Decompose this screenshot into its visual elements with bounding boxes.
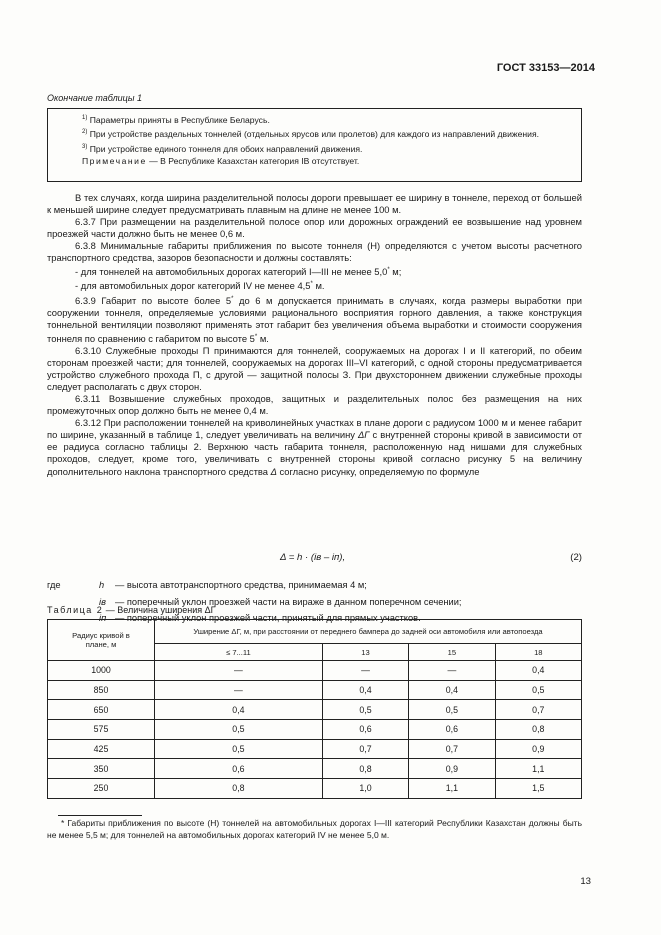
table-row [48, 720, 582, 740]
table-cell: 0,9 [495, 739, 581, 759]
header-widening: Уширение ΔГ, м, при расстоянии от переднего бампера до задней оси автомобиля или автопоезда [155, 620, 582, 644]
table-cell: 1000 [48, 661, 155, 681]
document-code: ГОСТ 33153—2014 [496, 62, 595, 74]
list-item: - для автомобильных дорог категорий IV не менее 4,5* м. [75, 280, 325, 292]
table-cell: 350 [48, 759, 155, 779]
table-cell: 0,5 [155, 720, 323, 740]
table-row [48, 779, 582, 799]
note-3: $^{3)}$ При устройстве единого тоннеля для обоих направлений движения. [82, 143, 363, 154]
table-cell: 0,4 [409, 680, 495, 700]
table-cell: 0,5 [155, 739, 323, 759]
note-1: $^{1)}$ Параметры приняты в Республике Беларусь. [82, 114, 270, 125]
paragraph-6-3-9: 6.3.9 Габарит по высоте более 5* до 6 м допускается принимать в случаях, когда размеры выработки при сооружении тоннеля, определяемые условиями рационального восприятия горного давления, а также конструкция тоннельной вентиляции позволяют применять этот габарит без увеличения объема выработки и стоимости сооружения тоннеля по сравнению с габаритом по высоте 5* м. [47, 294, 583, 345]
footnote-separator [58, 815, 142, 816]
subheader: 15 [409, 644, 495, 661]
table-cell: 575 [48, 720, 155, 740]
formula-expression: Δ = h · (iв – iп), [280, 552, 346, 563]
legend-row: iп — поперечный уклон проезжей части, принятый для прямых участков. [99, 613, 421, 623]
table-cell: 0,6 [155, 759, 323, 779]
table-cell: 0,8 [155, 779, 323, 799]
table2-caption: Таблица 2 — Величина уширения ΔГ [47, 605, 216, 615]
table-cell: 1,1 [409, 779, 495, 799]
header-radius: Радиус кривой в плане, м [48, 620, 155, 661]
table-cell: 0,9 [409, 759, 495, 779]
table2-body [48, 661, 582, 799]
list-item: - для тоннелей на автомобильных дорогах категорий I—III не менее 5,0* м; [75, 266, 402, 278]
table-cell: — [322, 661, 408, 681]
table-cell: — [155, 680, 323, 700]
footnote: * Габариты приближения по высоте (Н) тоннелей на автомобильных дорогах I—III категорий Республики Казахстан должны быть не менее 5,5 м; для тоннелей на автомобильных дорогах категорий IV не менее 5,0 м. [47, 818, 582, 840]
table-cell: 1,0 [322, 779, 408, 799]
legend-where-word: где [47, 580, 61, 590]
note-2: $^{2)}$ При устройстве раздельных тоннелей (отдельных ярусов или пролетов) для каждого из направлений движения. [82, 129, 539, 140]
subheader: ≤ 7...11 [155, 644, 323, 661]
table-cell: 0,4 [155, 700, 323, 720]
table-cell: 0,7 [409, 739, 495, 759]
table1-remark: Примечание — В Республике Казахстан категория IВ отсутствует. [82, 156, 360, 167]
paragraph-6-3-8: 6.3.8 Минимальные габариты приближения по высоте тоннеля (Н) определяются с учетом высоты расчетного транспортного средства, зазоров безопасности и должны составлять: [47, 240, 582, 264]
table-cell: 0,4 [322, 680, 408, 700]
table-cell: 250 [48, 779, 155, 799]
page-number: 13 [580, 876, 591, 887]
table-cell: 0,6 [409, 720, 495, 740]
table-cell: 0,7 [495, 700, 581, 720]
table-row [48, 661, 582, 681]
table-cell: — [409, 661, 495, 681]
table-row [48, 700, 582, 720]
paragraph: В тех случаях, когда ширина разделительной полосы дороги превышает ее ширину в тоннеле, переход от большей к меньшей ширине следует предусматривать плавным на длине не менее 100 м. [47, 192, 582, 216]
legend-row: iв — поперечный уклон проезжей части на вираже в данном поперечном сечении; [99, 596, 462, 607]
table-row [48, 739, 582, 759]
table-cell: 650 [48, 700, 155, 720]
table-cell: — [155, 661, 323, 681]
paragraph-6-3-10: 6.3.10 Служебные проходы П принимаются для тоннелей, сооружаемых на дорогах I и II категорий, по обеим сторонам проезжей части; для тоннелей, сооружаемых на дорогах III–VI категорий, с одной стороны предусматривается устройство служебного прохода П, с другой — защитной полосы З. При двухстороннем движении служебные проходы следует располагать с двух сторон. [47, 345, 582, 393]
table-cell: 0,5 [409, 700, 495, 720]
table-cell: 0,8 [495, 720, 581, 740]
paragraph-6-3-7: 6.3.7 При размещении на разделительной полосе опор или дорожных ограждений ее возвышение над уровнем проезжей части должно быть не менее 0,6 м. [47, 216, 582, 240]
table-continuation-label: Окончание таблицы 1 [47, 93, 142, 103]
subheader: 13 [322, 644, 408, 661]
subheader: 18 [495, 644, 581, 661]
table-cell: 0,5 [322, 700, 408, 720]
table1-notes-box [47, 108, 582, 182]
legend-row: где h — высота автотранспортного средства, принимаемая 4 м; [47, 577, 582, 594]
table-cell: 0,5 [495, 680, 581, 700]
table-row [48, 680, 582, 700]
paragraph-6-3-11: 6.3.11 Возвышение служебных проходов, защитных и разделительных полос без размещения на них промежуточных опор должно быть не менее 0,4 м. [47, 393, 582, 417]
table-cell: 0,8 [322, 759, 408, 779]
table-row [48, 759, 582, 779]
table-cell: 1,5 [495, 779, 581, 799]
table-cell: 425 [48, 739, 155, 759]
table-cell: 0,4 [495, 661, 581, 681]
table-cell: 1,1 [495, 759, 581, 779]
paragraph-6-3-12: 6.3.12 При расположении тоннелей на криволинейных участках в плане дороги с радиусом 1000 м и менее габарит по ширине, указанный в таблице 1, следует увеличивать на величину ΔГ с внутренней стороны кривой в зависимости от ее радиуса согласно таблицы 2. Верхнюю часть габарита тоннеля, расположенную над нишами для служебных проходов, следует, кроме того, увеличивать с внутренней стороны кривой согласно рисунку 5 на величину дополнительного наклона транспортного средства Δ согласно рисунку, определяемую по формуле [47, 417, 583, 477]
table-cell: 0,6 [322, 720, 408, 740]
table-cell: 850 [48, 680, 155, 700]
table-cell: 0,7 [322, 739, 408, 759]
main-text [47, 192, 582, 478]
formula-number: (2) [570, 552, 582, 563]
table2 [47, 619, 582, 799]
